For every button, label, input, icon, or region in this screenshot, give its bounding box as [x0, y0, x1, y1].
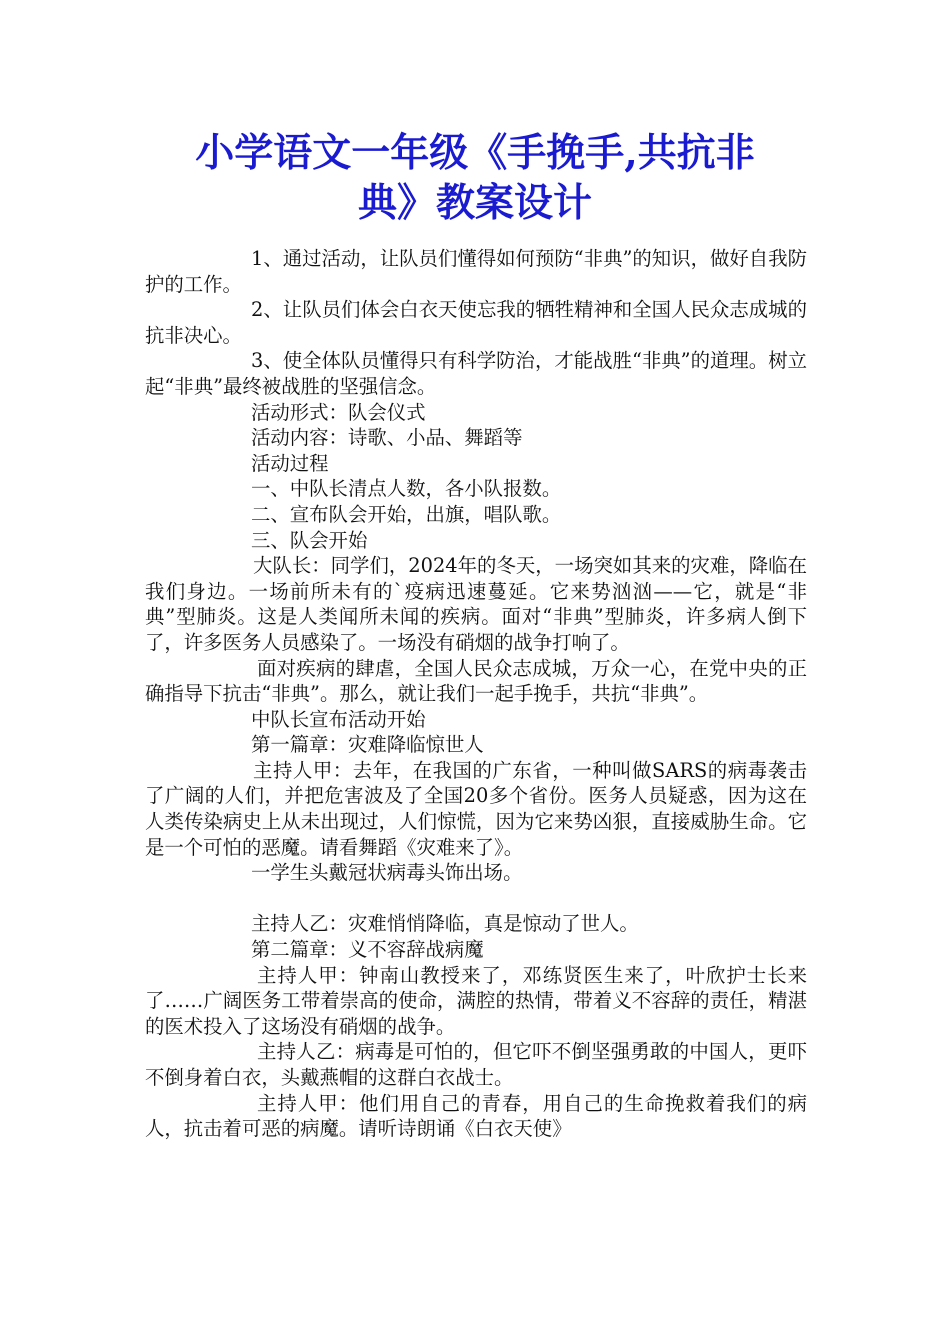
- paragraph-step-2: 二、宣布队会开始，出旗，唱队歌。: [251, 502, 562, 526]
- paragraph-host-a-3: 主持人甲：他们用自己的青春，用自己的生命挽救着我们的病人，抗击着可恶的病魔。请听诗朗诵《白衣天使》: [145, 1091, 807, 1141]
- paragraph-student-enters: 一学生头戴冠状病毒头饰出场。: [251, 861, 523, 885]
- paragraph-chapter-1: 第一篇章：灾难降临惊世人: [251, 733, 484, 757]
- paragraph-host-a-1: 主持人甲：去年，在我国的广东省，一种叫做SARS的病毒袭击了广阔的人们，并把危害波及了全国20多个省份。医务人员疑惑，因为这在人类传染病史上从未出现过，人们惊慌，因为它来势凶狠，直接威胁生命。它是一个可怕的恶魔。请看舞蹈《灾难来了》。: [145, 758, 807, 859]
- paragraph-nation-united: 面对疾病的肆虐，全国人民众志成城，万众一心，在党中央的正确指导下抗击“非典”。那么，就让我们一起手挽手，共抗“非典”。: [145, 656, 807, 706]
- paragraph-host-b-1: 主持人乙：灾难悄悄降临，真是惊动了世人。: [251, 912, 639, 936]
- paragraph-objective-1: 1、通过活动，让队员们懂得如何预防“非典”的知识，做好自我防护的工作。: [145, 247, 807, 296]
- paragraph-host-a-2: 主持人甲：钟南山教授来了，邓练贤医生来了，叶欣护士长来了……广阔医务工带着崇高的使命，满腔的热情，带着义不容辞的责任，精湛的医术投入了这场没有硝烟的战争。: [145, 963, 807, 1038]
- paragraph-objective-2: 2、让队员们体会白衣天使忘我的牺牲精神和全国人民众志成城的抗非决心。: [145, 298, 807, 347]
- paragraph-activity-content: 活动内容：诗歌、小品、舞蹈等: [251, 426, 523, 450]
- document-body: [145, 246, 807, 1142]
- paragraph-captain-speech: 大队长：同学们，2024年的冬天，一场突如其来的灾难，降临在我们身边。一场前所未有的`疫病迅速蔓延。它来势汹汹——它，就是“非典”型肺炎。这是人类闻所未闻的疾病。面对“非典”型肺炎，许多病人倒下了，许多医务人员感染了。一场没有硝烟的战争打响了。: [145, 554, 807, 654]
- paragraph-activity-process: 活动过程: [251, 451, 329, 475]
- paragraph-chapter-2: 第二篇章：义不容辞战病魔: [251, 938, 484, 962]
- paragraph-objective-3: 3、使全体队员懂得只有科学防治，才能战胜“非典”的道理。树立起“非典”最终被战胜的坚强信念。: [145, 349, 807, 398]
- paragraph-start-announcement: 中队长宣布活动开始: [251, 707, 426, 731]
- paragraph-step-1: 一、中队长清点人数，各小队报数。: [251, 477, 562, 501]
- document-title-line-1: 小学语文一年级《手挽手,共抗非: [195, 130, 755, 176]
- paragraph-host-b-2: 主持人乙：病毒是可怕的，但它吓不倒坚强勇敢的中国人，更吓不倒身着白衣，头戴燕帽的这群白衣战士。: [145, 1040, 807, 1089]
- paragraph-step-3: 三、队会开始: [251, 528, 368, 552]
- blank-line: [145, 886, 807, 912]
- paragraph-activity-form: 活动形式：队会仪式: [251, 400, 426, 424]
- document-title-line-2: 典》教案设计: [357, 180, 592, 226]
